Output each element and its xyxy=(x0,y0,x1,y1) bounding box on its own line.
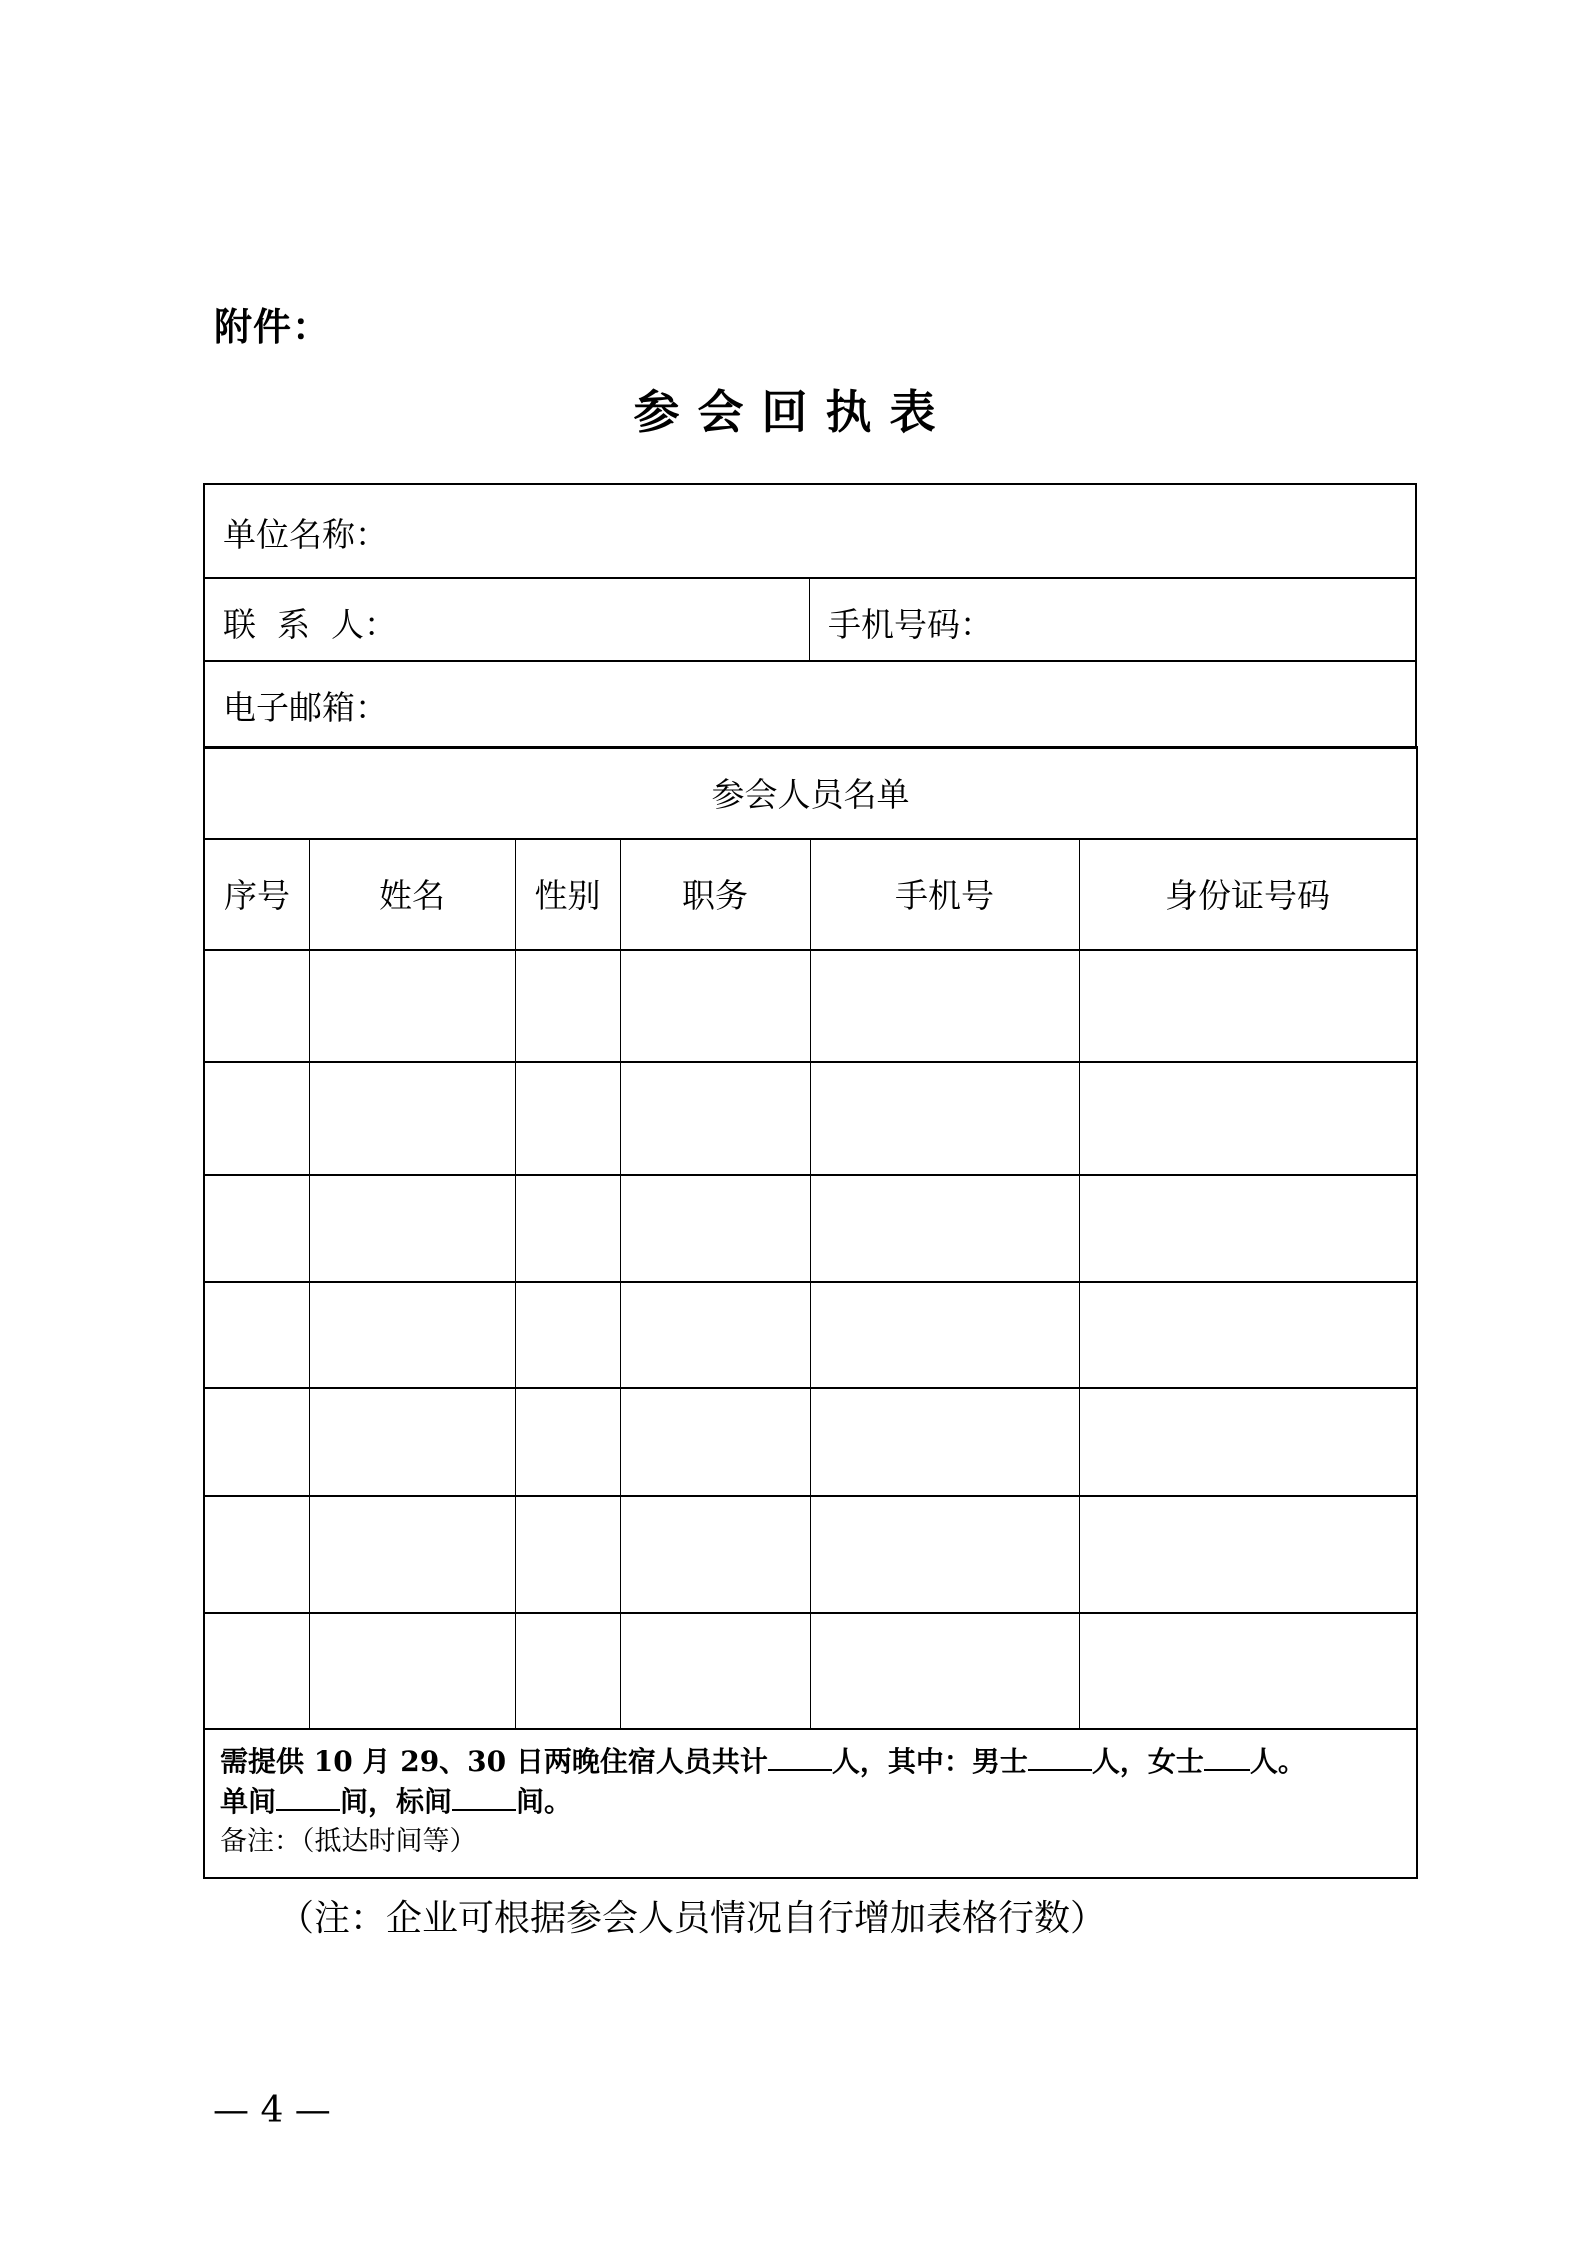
mobile-label: 手机号码： xyxy=(828,605,993,644)
divider xyxy=(1079,840,1080,1728)
single-room-blank[interactable] xyxy=(276,1783,340,1811)
standard-room-blank[interactable] xyxy=(452,1783,516,1811)
table-cell[interactable] xyxy=(810,1387,1079,1495)
contact-info-table xyxy=(203,483,1417,748)
attendee-table xyxy=(203,746,1418,1879)
table-cell[interactable] xyxy=(515,949,620,1061)
column-header: 职务 xyxy=(682,876,748,915)
table-cell[interactable] xyxy=(1079,1495,1416,1612)
table-cell[interactable] xyxy=(309,1612,515,1728)
male-count-blank[interactable] xyxy=(1028,1743,1092,1771)
table-cell[interactable] xyxy=(309,1174,515,1281)
divider xyxy=(620,840,621,1728)
divider xyxy=(309,840,310,1728)
mobile-field[interactable] xyxy=(810,579,1415,661)
table-cell[interactable] xyxy=(810,1612,1079,1728)
lodging-text: 单间 xyxy=(220,1785,277,1818)
lodging-text: 人，女士 xyxy=(1091,1745,1204,1778)
table-cell[interactable] xyxy=(205,1387,309,1495)
contact-person-label: 联 系 人： xyxy=(223,605,397,644)
page-title: 参会回执表 xyxy=(633,385,954,439)
lodging-text: 需提供 10 月 29、30 日两晚住宿人员共计 xyxy=(220,1745,768,1778)
email-field[interactable] xyxy=(205,662,1415,746)
table-cell[interactable] xyxy=(205,949,309,1061)
table-cell[interactable] xyxy=(1079,1061,1416,1174)
unit-name-label: 单位名称： xyxy=(223,515,388,554)
table-cell[interactable] xyxy=(1079,1612,1416,1728)
lodging-text: 人，其中：男士 xyxy=(831,1745,1028,1778)
divider xyxy=(205,1728,1416,1730)
column-header: 手机号 xyxy=(895,876,994,915)
table-cell[interactable] xyxy=(309,1061,515,1174)
column-header: 姓名 xyxy=(379,876,445,915)
table-cell[interactable] xyxy=(515,1495,620,1612)
table-cell[interactable] xyxy=(515,1612,620,1728)
contact-person-field[interactable] xyxy=(205,579,809,661)
column-header: 序号 xyxy=(224,876,290,915)
table-note: （注：企业可根据参会人员情况自行增加表格行数） xyxy=(278,1898,1107,1939)
table-cell[interactable] xyxy=(515,1387,620,1495)
total-people-blank[interactable] xyxy=(768,1743,832,1771)
email-label: 电子邮箱： xyxy=(223,688,388,727)
table-cell[interactable] xyxy=(515,1174,620,1281)
remark-text: 备注：（抵达时间等） xyxy=(220,1826,477,1857)
table-cell[interactable] xyxy=(810,1495,1079,1612)
table-cell[interactable] xyxy=(620,1495,810,1612)
unit-name-field[interactable] xyxy=(205,485,1415,579)
table-cell[interactable] xyxy=(1079,1281,1416,1387)
page-number: — 4 — xyxy=(213,2090,331,2131)
table-cell[interactable] xyxy=(620,1061,810,1174)
female-count-blank[interactable] xyxy=(1204,1743,1250,1771)
attendee-section-title: 参会人员名单 xyxy=(711,775,910,814)
table-cell[interactable] xyxy=(620,949,810,1061)
table-cell[interactable] xyxy=(810,1281,1079,1387)
lodging-text: 间，标间 xyxy=(340,1785,453,1818)
lodging-text: 人。 xyxy=(1249,1745,1306,1778)
divider xyxy=(515,840,516,1728)
table-cell[interactable] xyxy=(620,1387,810,1495)
table-cell[interactable] xyxy=(1079,1174,1416,1281)
table-cell[interactable] xyxy=(620,1281,810,1387)
table-cell[interactable] xyxy=(810,1174,1079,1281)
column-header: 身份证号码 xyxy=(1165,876,1330,915)
divider xyxy=(810,840,811,1728)
table-cell[interactable] xyxy=(810,1061,1079,1174)
table-cell[interactable] xyxy=(205,1174,309,1281)
lodging-text: 间。 xyxy=(516,1785,573,1818)
table-cell[interactable] xyxy=(620,1612,810,1728)
table-cell[interactable] xyxy=(1079,949,1416,1061)
table-cell[interactable] xyxy=(515,1061,620,1174)
table-cell[interactable] xyxy=(1079,1387,1416,1495)
table-cell[interactable] xyxy=(309,1387,515,1495)
table-cell[interactable] xyxy=(205,1495,309,1612)
table-cell[interactable] xyxy=(515,1281,620,1387)
table-cell[interactable] xyxy=(810,949,1079,1061)
table-cell[interactable] xyxy=(309,1495,515,1612)
table-cell[interactable] xyxy=(309,1281,515,1387)
table-cell[interactable] xyxy=(205,1281,309,1387)
attachment-label: 附件： xyxy=(214,305,332,349)
table-cell[interactable] xyxy=(309,949,515,1061)
column-header: 性别 xyxy=(534,876,601,915)
table-cell[interactable] xyxy=(620,1174,810,1281)
lodging-info xyxy=(220,1742,1306,1862)
table-cell[interactable] xyxy=(205,1061,309,1174)
table-cell[interactable] xyxy=(205,1612,309,1728)
